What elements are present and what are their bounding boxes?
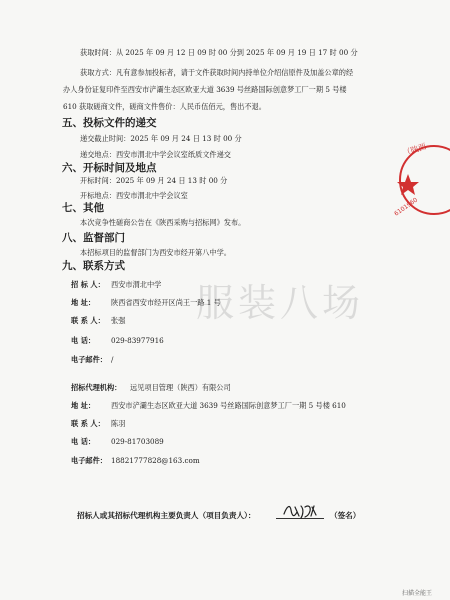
tenderer-value: 西安市渭北中学 [111,280,162,289]
section-heading-opening: 六、开标时间及地点 [62,162,157,174]
contact-label: 联 系 人： [71,316,105,325]
opening-time: 开标时间：2025 年 09 月 24 日 13 时 00 分 [80,176,228,185]
address-label: 地 址： [71,298,96,307]
agent-address-value: 西安市浐灞生态区欧亚大道 3639 号丝路国际创意梦工厂一期 5 号楼 610 [111,401,346,410]
agent-phone-label: 电 话： [71,437,96,446]
agent-phone-value: 029-81703089 [111,437,164,446]
agent-label: 招标代理机构： [71,383,122,392]
section-heading-contact: 九、联系方式 [62,260,125,272]
section-heading-other: 七、其他 [62,202,104,214]
tenderer-label: 招 标 人： [71,280,105,289]
get-method-line3: 610 获取磋商文件，磋商文件售价：人民币伍佰元，售出不退。 [63,102,266,111]
svg-text:6101960: 6101960 [393,196,420,218]
submission-place: 递交地点：西安市渭北中学会议室纸质文件递交 [80,150,231,159]
email-label: 电子邮件： [71,355,107,364]
signature-prefix: 招标人或其招标代理机构主要负责人（项目负责人）： [77,511,256,520]
agent-value: 远见项目管理（陕西）有限公司 [130,383,231,392]
get-time: 获取时间：从 2025 年 09 月 12 日 09 时 00 分到 2025 年 09 月 19 日 17 时 00 分 [80,48,358,57]
official-seal [386,138,450,222]
phone-value: 029-83977916 [111,336,164,345]
agent-email-label: 电子邮件： [71,456,107,465]
agent-contact-value: 陈羽 [111,419,126,428]
section-heading-submission: 五、投标文件的递交 [62,117,157,129]
agent-email-value: 18821777828@163.com [111,456,200,465]
signature-suffix: （签名） [330,511,361,520]
other-text: 本次竞争性磋商公告在《陕西采购与招标网》发布。 [80,218,246,227]
svg-text:（陕西: （陕西 [401,141,428,158]
section-heading-supervision: 八、监督部门 [62,232,125,244]
agent-address-label: 地 址： [71,401,96,410]
opening-place: 开标地点：西安市渭北中学会议室 [80,191,188,200]
address-value: 陕西省西安市经开区尚王一路 1 号 [111,298,221,307]
get-method-line1: 获取方式：凡有意参加投标者，请于文件获取时间内持单位介绍信原件及加盖公章的经 [80,68,354,77]
phone-label: 电 话： [71,336,96,345]
supervision-text: 本招标项目的监督部门为西安市经开第八中学。 [80,248,231,257]
agent-contact-label: 联 系 人： [71,419,105,428]
get-method-line2: 办人身份证复印件至西安市浐灞生态区欧亚大道 3639 号丝路国际创意梦工厂一期 5 号楼 [63,85,347,94]
watermark-text: 服装八场 [196,281,365,325]
email-value: / [111,355,114,364]
contact-value: 张强 [111,316,126,325]
submission-deadline: 递交截止时间：2025 年 09 月 24 日 13 时 00 分 [80,134,242,143]
scanner-watermark: 扫描全能王 [402,590,433,597]
handwritten-signature [281,500,321,522]
